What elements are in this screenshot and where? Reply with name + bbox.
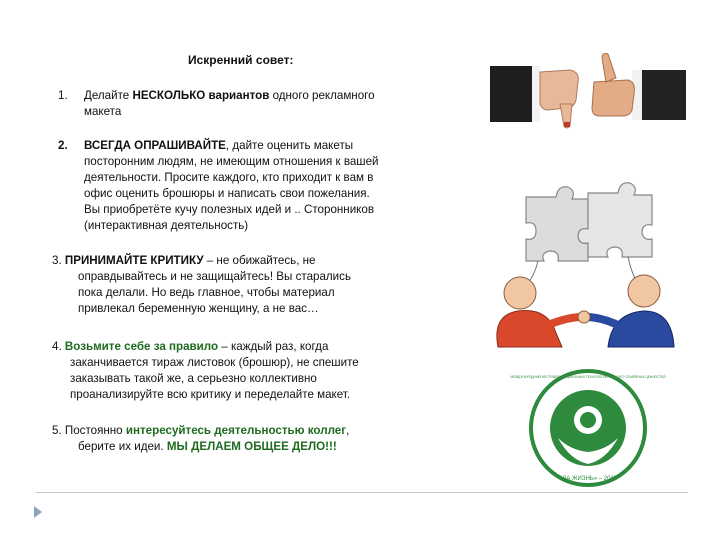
tip-1-number: 1. bbox=[58, 89, 68, 102]
logo-ring-text: МЕЖДУНАРОДНЫЙ ФЕСТИВАЛЬ СОЦИАЛЬНЫХ ТЕХНОЛОГИЙ В ЗАЩИТУ СЕМЕЙНЫХ ЦЕННОСТЕЙ bbox=[510, 375, 666, 379]
tip-3 bbox=[52, 253, 462, 323]
tip-2-emphasis: ВСЕГДА ОПРАШИВАЙТЕ bbox=[84, 139, 226, 152]
tip-1 bbox=[58, 88, 458, 122]
tip-3-text: 3. ПРИНИМАЙТЕ КРИТИКУ – не обижайтесь, не оправдывайтесь и не защищайтесь! Вы старались пока делали. Но ведь главное, чтобы материал привлекал беременную женщину, а не вас… bbox=[52, 254, 351, 315]
tip-3-emphasis: ПРИНИМАЙТЕ КРИТИКУ bbox=[64, 254, 204, 267]
tip-4-emphasis: Возьмите себе за правило bbox=[64, 340, 219, 353]
tip-2 bbox=[58, 138, 458, 238]
footer-divider bbox=[36, 492, 688, 493]
puzzle-people-illustration bbox=[478, 165, 688, 350]
tip-2-text: ВСЕГДА ОПРАШИВАЙТЕ, дайте оценить макеты посторонним людям, не имеющим отношения к вашей деятельности. Просите каждого, кто приходит к вам в офис оценить брошюры и написать свои пожелания. Вы приобретёте кучу полезных идей и .. Сторонников (интерактивная деятельность) bbox=[84, 139, 379, 232]
tip-5-text: 5. Постоянно интересуйтесь деятельностью коллег, берите их идеи. МЫ ДЕЛАЕМ ОБЩЕЕ ДЕЛО!!! bbox=[52, 424, 350, 453]
festival-logo bbox=[510, 368, 666, 488]
tip-1-emphasis: НЕСКОЛЬКО вариантов bbox=[132, 89, 270, 102]
tip-4-text: 4. Возьмите себе за правило – каждый раз, когда заканчивается тираж листовок (брошюр), не спешите заказывать такой же, а серьезно коллективно проанализируйте всю критику и переделайте макет. bbox=[52, 340, 359, 401]
slide-title: Искренний совет: bbox=[188, 53, 294, 67]
logo-bottom-text: «ЗА ЖИЗНЬ» – 2011 bbox=[559, 476, 617, 482]
slide-bullet-icon bbox=[34, 506, 42, 518]
tip-1-text: Делайте НЕСКОЛЬКО вариантов одного рекламного макета bbox=[84, 89, 375, 118]
thumbs-image bbox=[488, 48, 688, 130]
tip-4 bbox=[52, 339, 462, 409]
tip-5-motto: МЫ ДЕЛАЕМ ОБЩЕЕ ДЕЛО!!! bbox=[166, 440, 337, 453]
tip-5 bbox=[52, 423, 462, 459]
tip-2-number: 2. bbox=[58, 139, 68, 152]
tip-5-emphasis: интересуйтесь деятельностью коллег bbox=[125, 424, 347, 437]
